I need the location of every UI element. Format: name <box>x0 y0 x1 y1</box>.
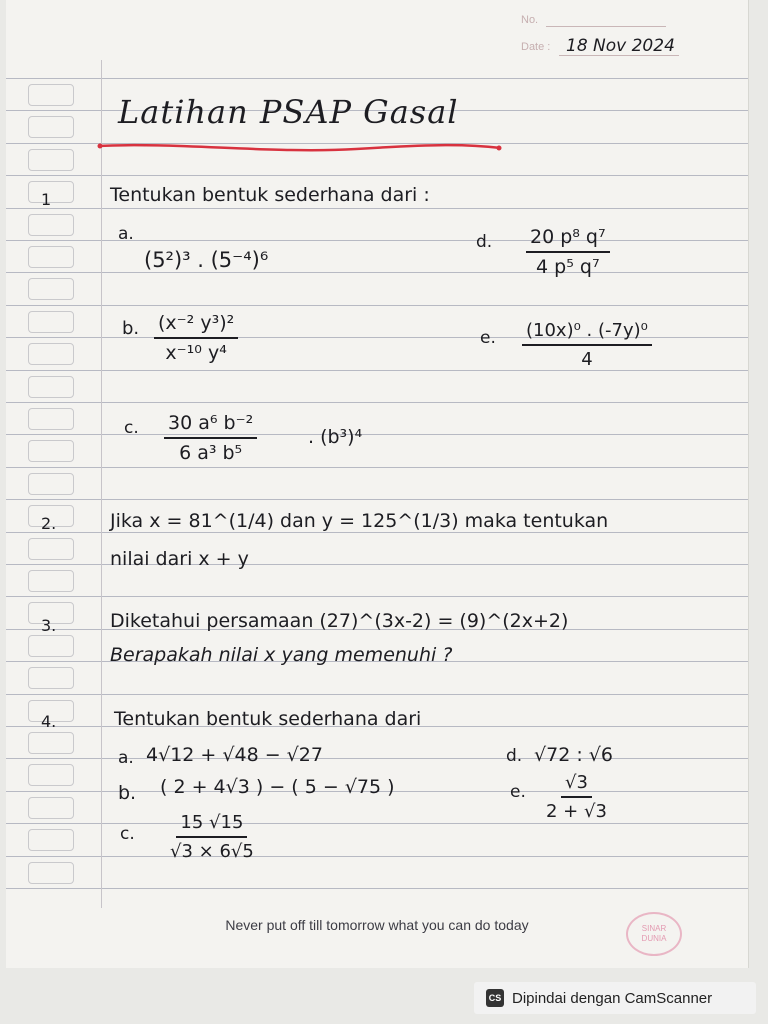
notebook-page <box>6 0 749 968</box>
margin-box <box>28 214 74 236</box>
margin-box <box>28 376 74 398</box>
q4-c-denominator: √3 × 6√5 <box>170 841 254 862</box>
margin-box <box>28 635 74 657</box>
q1-d-fraction <box>526 226 610 278</box>
brand-logo-line1: SINAR <box>641 924 667 933</box>
q3-number: 3. <box>41 616 57 635</box>
margin-line <box>101 60 102 908</box>
ruled-line <box>6 856 748 857</box>
ruled-line <box>6 823 748 824</box>
no-line <box>546 26 666 27</box>
margin-box <box>28 797 74 819</box>
margin-box <box>28 311 74 333</box>
q1-b-label: b. <box>122 318 140 339</box>
camscanner-label: Dipindai dengan CamScanner <box>512 989 713 1007</box>
q4-e-denominator: 2 + √3 <box>546 801 607 822</box>
margin-box <box>28 278 74 300</box>
ruled-line <box>6 532 748 533</box>
margin-box <box>28 538 74 560</box>
q4-a-label: a. <box>118 748 134 768</box>
ruled-line <box>6 596 748 597</box>
ruled-line <box>6 208 748 209</box>
q1-c-label: c. <box>124 418 139 438</box>
title-underline <box>96 140 504 154</box>
q1-b-denominator: x⁻¹⁰ y⁴ <box>165 342 227 364</box>
q2-line2: nilai dari x + y <box>110 548 249 570</box>
q1-e-fraction <box>522 320 652 370</box>
margin-box <box>28 732 74 754</box>
margin-box <box>28 440 74 462</box>
q4-number: 4. <box>41 712 57 731</box>
date-label: Date : <box>521 41 551 53</box>
page-title: Latihan PSAP Gasal <box>118 93 459 131</box>
q1-c-fraction <box>164 412 257 464</box>
date-value: 18 Nov 2024 <box>566 36 675 56</box>
q1-prompt: Tentukan bentuk sederhana dari : <box>110 184 430 206</box>
margin-box <box>28 84 74 106</box>
q1-e-numerator: (10x)⁰ . (-7y)⁰ <box>522 320 652 346</box>
ruled-line <box>6 434 748 435</box>
q1-c-tail: . (b³)⁴ <box>308 426 363 448</box>
margin-box <box>28 570 74 592</box>
q4-c-fraction <box>170 812 254 862</box>
margin-box <box>28 764 74 786</box>
q1-d-denominator: 4 p⁵ q⁷ <box>536 256 600 278</box>
q1-a-expr: (5²)³ . (5⁻⁴)⁶ <box>144 248 269 272</box>
ruled-line <box>6 888 748 889</box>
q4-e-numerator: √3 <box>561 772 592 798</box>
q4-c-numerator: 15 √15 <box>176 812 247 838</box>
q1-a-label: a. <box>118 224 134 244</box>
q4-e-label: e. <box>510 782 526 802</box>
margin-box <box>28 343 74 365</box>
margin-box <box>28 408 74 430</box>
ruled-line <box>6 78 748 79</box>
q4-prompt: Tentukan bentuk sederhana dari <box>114 708 422 730</box>
margin-box <box>28 862 74 884</box>
q4-d-expr: √72 : √6 <box>534 744 613 766</box>
footer-motto: Never put off till tomorrow what you can do today <box>225 917 529 933</box>
q4-a-expr: 4√12 + √48 − √27 <box>146 744 323 766</box>
q1-b-fraction <box>154 312 238 364</box>
q4-c-label: c. <box>120 824 135 844</box>
ruled-line <box>6 499 748 500</box>
margin-box <box>28 667 74 689</box>
q1-d-label: d. <box>476 232 493 252</box>
ruled-line <box>6 402 748 403</box>
ruled-line <box>6 467 748 468</box>
camscanner-icon: CS <box>486 989 504 1007</box>
q1-c-denominator: 6 a³ b⁵ <box>179 442 243 464</box>
brand-logo-line2: DUNIA <box>641 934 667 943</box>
q4-d-label: d. <box>506 746 523 766</box>
q3-line2: Berapakah nilai x yang memenuhi ? <box>110 644 453 666</box>
q1-number: 1 <box>41 190 52 209</box>
q1-d-numerator: 20 p⁸ q⁷ <box>526 226 610 253</box>
ruled-line <box>6 305 748 306</box>
margin-box <box>28 473 74 495</box>
margin-box <box>28 246 74 268</box>
ruled-line <box>6 175 748 176</box>
q1-b-numerator: (x⁻² y³)² <box>154 312 238 339</box>
q2-number: 2. <box>41 514 57 533</box>
no-label: No. <box>521 14 539 26</box>
q4-b-expr: ( 2 + 4√3 ) − ( 5 − √75 ) <box>160 776 395 798</box>
q4-b-label: b. <box>118 782 137 804</box>
brand-logo <box>626 912 682 956</box>
margin-box <box>28 149 74 171</box>
ruled-line <box>6 272 748 273</box>
camscanner-badge <box>474 982 756 1014</box>
q3-line1: Diketahui persamaan (27)^(3x-2) = (9)^(2x+2) <box>110 610 569 632</box>
q1-e-label: e. <box>480 328 496 348</box>
margin-box <box>28 829 74 851</box>
q4-e-fraction <box>546 772 607 822</box>
q2-line1: Jika x = 81^(1/4) dan y = 125^(1/3) maka tentukan <box>110 510 609 532</box>
q1-e-denominator: 4 <box>581 349 593 370</box>
margin-box <box>28 116 74 138</box>
ruled-line <box>6 370 748 371</box>
ruled-line <box>6 694 748 695</box>
q1-c-numerator: 30 a⁶ b⁻² <box>164 412 257 439</box>
